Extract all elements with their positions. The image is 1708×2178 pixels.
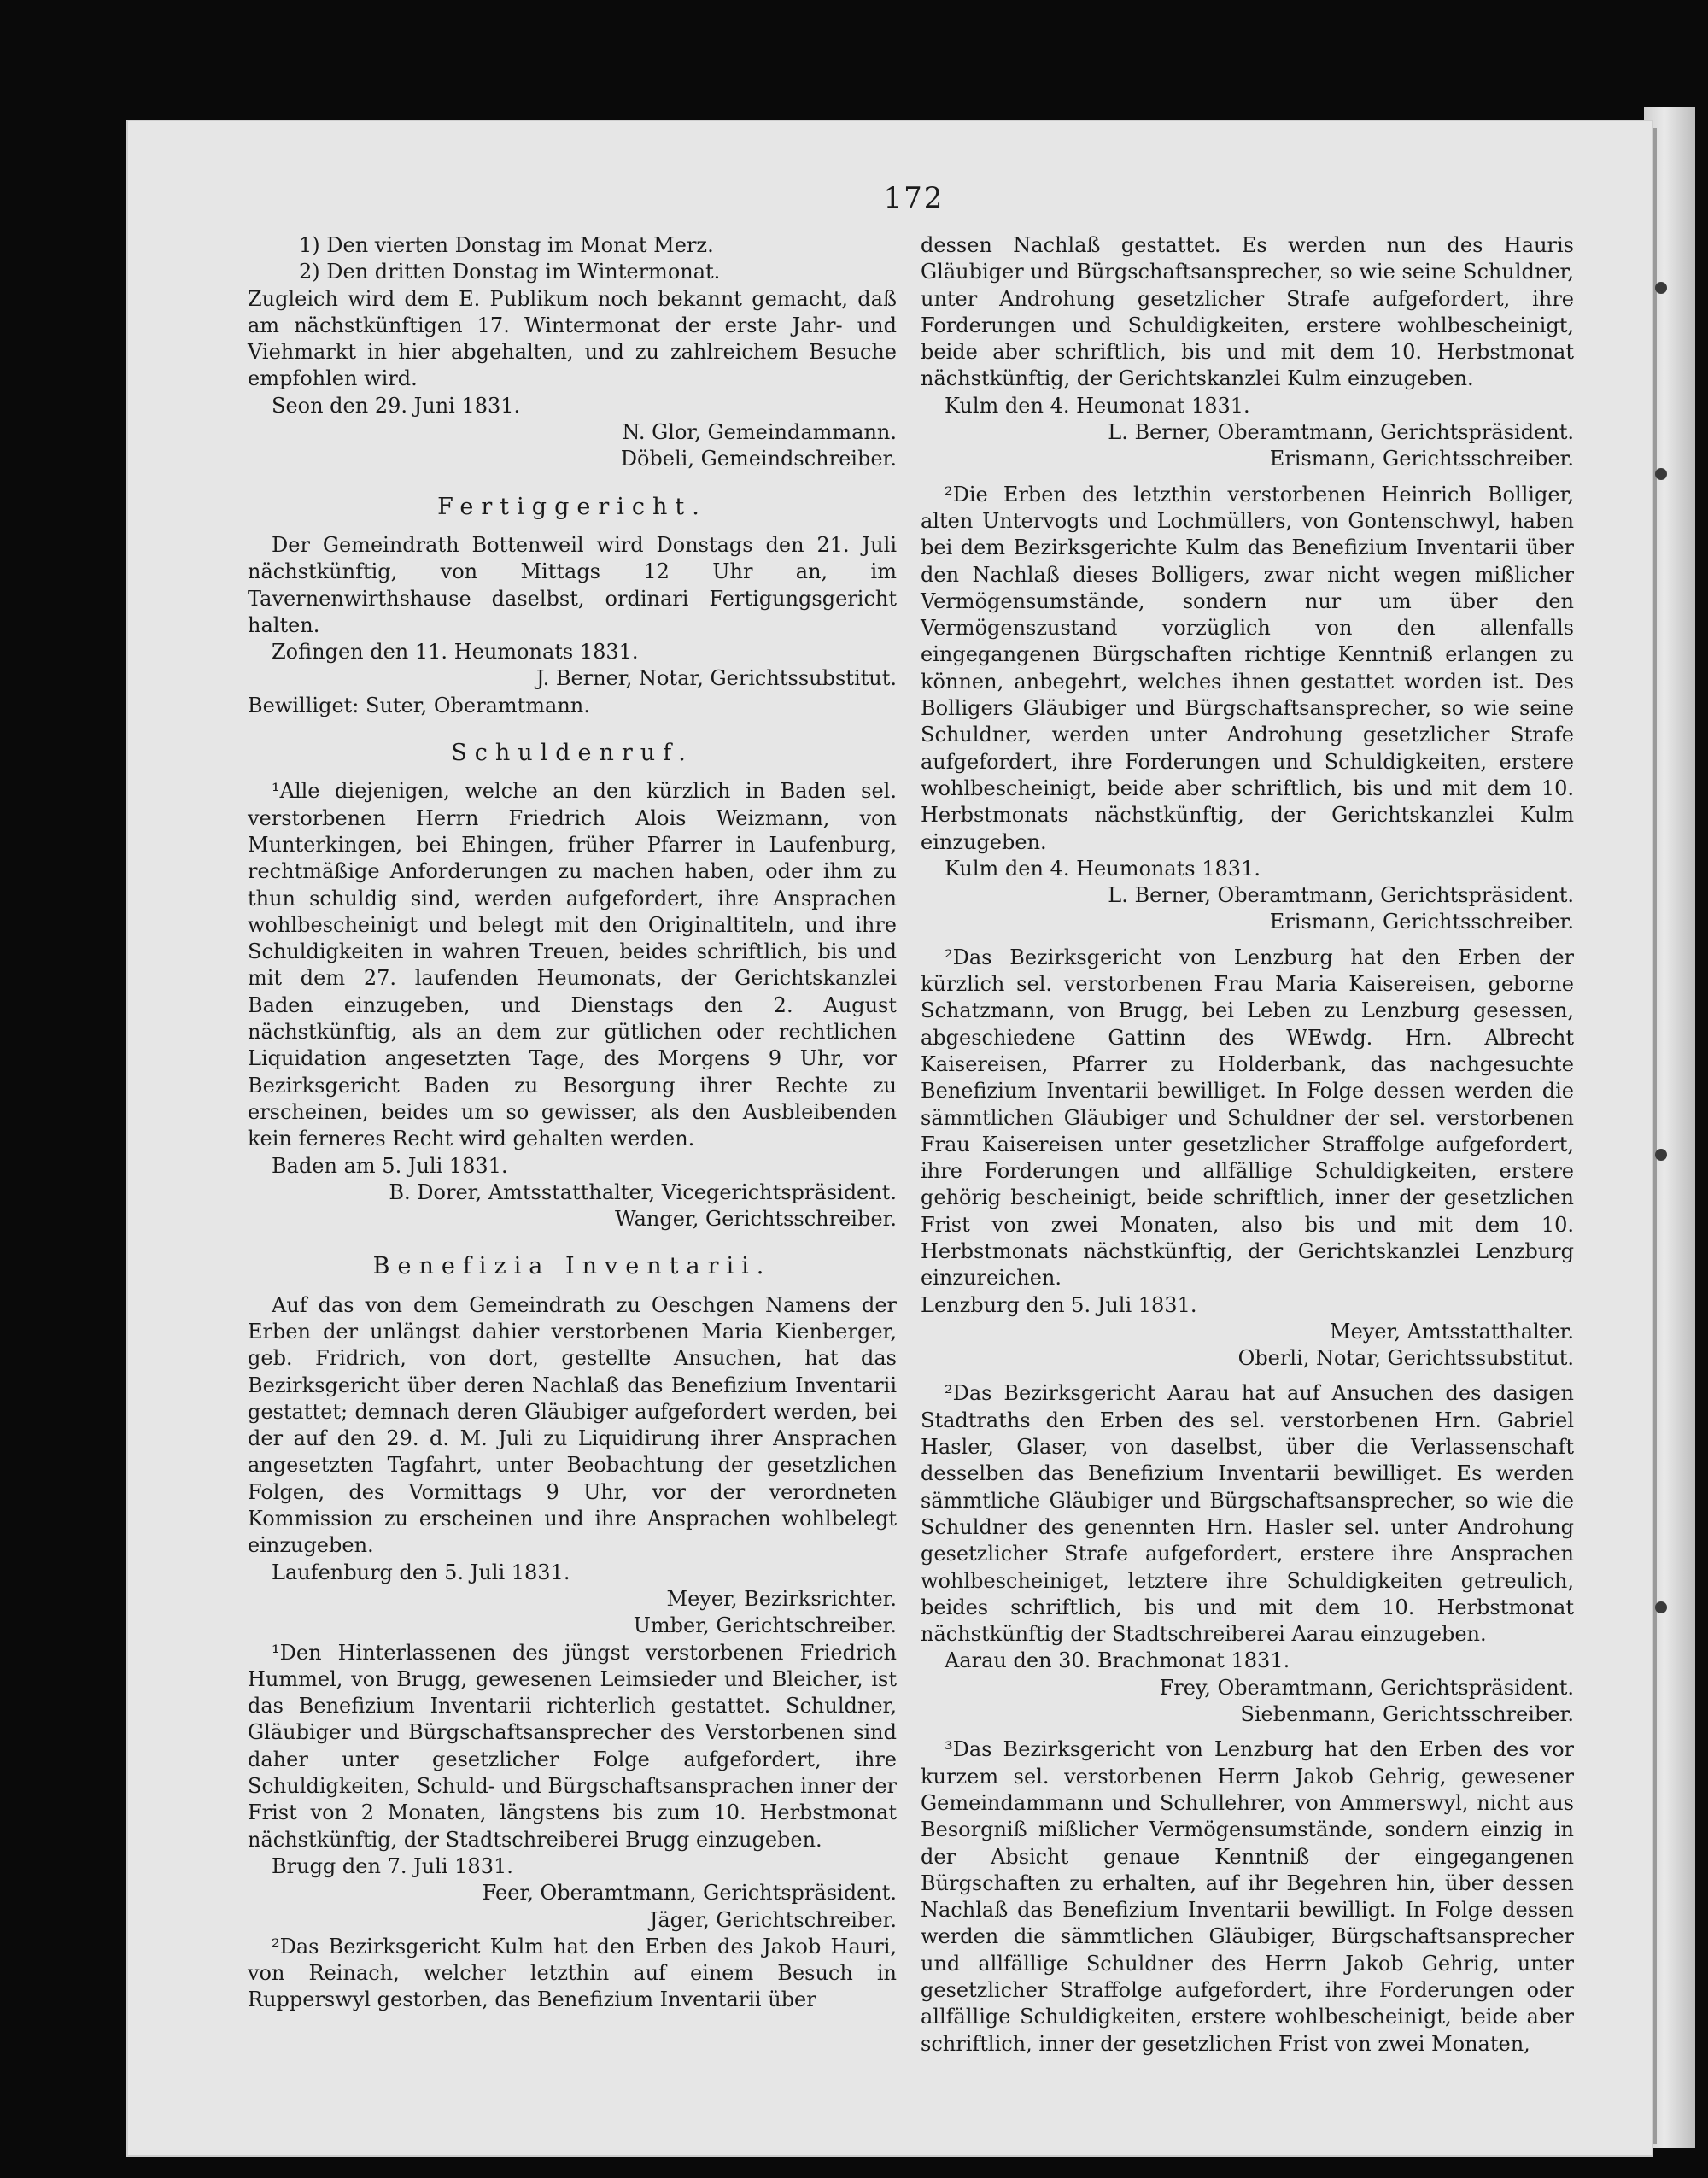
- schuldenruf-date: Baden am 5. Juli 1831.: [272, 1153, 508, 1178]
- market-signature-1: N. Glor, Gemeindammann.: [622, 420, 897, 445]
- kaisereisen-date: Lenzburg den 5. Juli 1831.: [921, 1292, 1197, 1317]
- kaisereisen-signature-2: Oberli, Notar, Gerichtssubstitut.: [1237, 1346, 1574, 1371]
- binding-hole: [1655, 1601, 1667, 1613]
- bolliger-signature-1: L. Berner, Oberamtmann, Gerichtspräsident.: [1108, 883, 1574, 908]
- kaisereisen-signature-1: Meyer, Amtsstatthalter.: [1330, 1319, 1574, 1344]
- bolliger-signature-2: Erismann, Gerichtsschreiber.: [1269, 910, 1574, 934]
- schuldenruf-signature-2: Wanger, Gerichtsschreiber.: [615, 1207, 897, 1232]
- section-heading-fertiggericht: Fertiggericht.: [437, 493, 707, 520]
- hauri-signature-1: L. Berner, Oberamtmann, Gerichtspräsident.: [1108, 420, 1574, 445]
- binding-hole: [1655, 468, 1667, 480]
- hauri-signature-2: Erismann, Gerichtsschreiber.: [1269, 447, 1574, 471]
- bolliger-notice: ²Die Erben des letzthin verstorbenen Heinrich Bolliger, alten Untervogts und Lochmüllers, von Gontenschwyl, haben bei dem Bezirksgerichte Kulm das Benefizium Inventarii über den Nachlaß dieses Bolligers, zwar nicht wegen mißlicher Vermögensumstände, sondern nur um über den Vermögenszustand vorzüglich von den allenfalls eingegangenen Bürgschaften richtige Kenntniß erlangen zu können, anbegehrt, welches ihnen gestattet worden ist. Des Bolligers Gläubiger und Bürgschaftsansprecher, so wie seine Schuldner, werden unter Androhung gesetzlicher Strafe aufgefordert, ihre Forderungen und Schuldigkeiten, erstere wohlbescheinigt, beide aber schriftlich, bis und mit dem 10. Herbstmonats nächstkünftig, der Gerichtskanzlei Kulm einzugeben.: [921, 482, 1574, 854]
- kienberger-signature-1: Meyer, Bezirksrichter.: [666, 1586, 897, 1611]
- kaisereisen-notice: ²Das Bezirksgericht von Lenzburg hat den Erben der kürzlich sel. verstorbenen Frau Maria Kaisereisen, geborne Schatzmann, von Brugg, bei Leben zu Lenzburg gesessen, abgeschiedene Gattinn des WEwdg. Hrn. Albrecht Kaisereisen, Pfarrer zu Holderbank, das nachgesuchte Benefizium Inventarii bewilliget. In Folge dessen werden die sämmtlichen Gläubiger und Schuldner der sel. verstorbenen Frau Kaisereisen unter gesetzlicher Straffolge aufgefordert, ihre Forderungen und allfällige Schuldigkeiten, erstere gehörig bescheinigt, beide schriftlich, inner der gesetzlichen Frist von zwei Monaten, also bis und mit dem 10. Herbstmonats nächstkünftig, der Gerichtskanzlei Lenzburg einzureichen.: [921, 945, 1574, 1291]
- binding-hole: [1655, 282, 1667, 294]
- fertiggericht-signature: J. Berner, Notar, Gerichtssubstitut.: [535, 666, 897, 691]
- binding-hole: [1655, 1149, 1667, 1161]
- hummel-signature-2: Jäger, Gerichtschreiber.: [649, 1907, 897, 1932]
- fertiggericht-approval: Bewilliget: Suter, Oberamtmann.: [248, 693, 590, 717]
- market-body: Zugleich wird dem E. Publikum noch bekannt gemacht, daß am nächstkünftigen 17. Wintermonat der erste Jahr- und Viehmarkt in hier abgehalten, und zu zahlreichem Besuche empfohlen wird.: [248, 286, 897, 391]
- left-column: [248, 232, 897, 2014]
- kienberger-date: Laufenburg den 5. Juli 1831.: [272, 1560, 570, 1584]
- fertiggericht-body: Der Gemeindrath Bottenweil wird Donstags den 21. Juli nächstkünftig, von Mittags 12 Uhr an, im Tavernenwirthshause daselbst, ordinari Fertigungsgericht halten.: [248, 532, 897, 637]
- kienberger-signature-2: Umber, Gerichtschreiber.: [633, 1613, 897, 1638]
- gehrig-notice: ³Das Bezirksgericht von Lenzburg hat den Erben des vor kurzem sel. verstorbenen Herrn Jakob Gehrig, gewesener Gemeindammann und Schullehrer, von Ammerswyl, nicht aus Besorgniß mißlicher Vermögensumstände, sondern einzig in der Absicht genaue Kenntniß der eingegangenen Bürgschaften zu erhalten, auf ihr Begehren hin, über dessen Nachlaß das Benefizium Inventarii bewilligt. In Folge dessen werden die sämmtlichen Gläubiger, Bürgschaftsansprecher und allfällige Schuldner des Herrn Jakob Gehrig, unter gesetzlicher Straffolge aufgefordert, ihre Forderungen oder allfällige Schuldigkeiten, erstere wohlbescheinigt, beide aber schriftlich, inner der gesetzlichen Frist von zwei Monaten,: [921, 1737, 1574, 2056]
- market-item-1: 1) Den vierten Donstag im Monat Merz.: [299, 233, 714, 257]
- section-heading-benefizia: Benefizia Inventarii.: [372, 1253, 772, 1280]
- hauri-date: Kulm den 4. Heumonat 1831.: [945, 393, 1250, 418]
- right-column: [921, 232, 1574, 2058]
- hasler-signature-2: Siebenmann, Gerichtsschreiber.: [1240, 1702, 1574, 1727]
- schuldenruf-body: ¹Alle diejenigen, welche an den kürzlich in Baden sel. verstorbenen Herrn Friedrich Alois Weizmann, von Munterkingen, bei Ehingen, früher Pfarrer in Laufenburg, rechtmäßige Anforderungen zu machen haben, oder ihm zu thun schuldig sind, werden aufgefordert, ihre Ansprachen wohlbescheinigt und belegt mit den Originaltiteln, und ihre Schuldigkeiten in wahren Treuen, beides schriftlich, bis und mit dem 27. laufenden Heumonats, der Gerichtskanzlei Baden einzugeben, und Dienstags den 2. August nächstkünftig, als an dem zur gütlichen oder rechtlichen Liquidation angesetzten Tage, des Morgens 9 Uhr, vor Bezirksgericht Baden zu Besorgung ihrer Rechte zu erscheinen, beides um so gewisser, als den Ausbleibenden kein ferneres Recht wird gehalten werden.: [248, 779, 897, 1151]
- hummel-signature-1: Feer, Oberamtmann, Gerichtspräsident.: [482, 1881, 897, 1906]
- schuldenruf-signature-1: B. Dorer, Amtsstatthalter, Vicegerichtspräsident.: [389, 1180, 897, 1204]
- hasler-notice: ²Das Bezirksgericht Aarau hat auf Ansuchen des dasigen Stadtraths den Erben des sel. verstorbenen Hrn. Gabriel Hasler, Glaser, von daselbst, über die Verlassenschaft desselben das Benefizium Inventarii bewilliget. Es werden sämmtliche Gläubiger und Bürgschaftsansprecher, so wie die Schuldner des genennten Hrn. Hasler sel. unter Androhung gesetzlicher Strafe aufgefordert, erstere ihre Ansprachen wohlbescheiniget, letztere ihre Schuldigkeiten getreulich, beides schriftlich, bis und mit dem 10. Herbstmonat nächstkünftig der Stadtschreiberei Aarau einzugeben.: [921, 1381, 1574, 1647]
- hummel-date: Brugg den 7. Juli 1831.: [272, 1853, 513, 1878]
- market-item-2: 2) Den dritten Donstag im Wintermonat.: [299, 260, 721, 284]
- section-heading-schuldenruf: Schuldenruf.: [451, 740, 693, 767]
- hummel-notice: ¹Den Hinterlassenen des jüngst verstorbenen Friedrich Hummel, von Brugg, gewesenen Leimsieder und Bleicher, ist das Benefizium Inventarii richterlich gestattet. Schuldner, Gläubiger und Bürgschaftsansprecher des Verstorbenen sind daher unter gesetzlicher Folge aufgefordert, ihre Schuldigkeiten, Schuld- und Bürgschaftsansprachen inner der Frist von 2 Monaten, längstens bis zum 10. Herbstmonat nächstkünftig, der Stadtschreiberei Brugg einzugeben.: [248, 1640, 897, 1852]
- hasler-date: Aarau den 30. Brachmonat 1831.: [945, 1648, 1290, 1673]
- hauri-notice-continued: dessen Nachlaß gestattet. Es werden nun des Hauris Gläubiger und Bürgschaftsansprecher, so wie seine Schuldner, unter Androhung gesetzlicher Strafe aufgefordert, ihre Forderungen und Schuldigkeiten, erstere wohlbescheinigt, beide aber schriftlich, bis und mit dem 10. Herbstmonat nächstkünftig, der Gerichtskanzlei Kulm einzugeben.: [921, 233, 1574, 391]
- page-number: 172: [883, 181, 945, 215]
- fertiggericht-date: Zofingen den 11. Heumonats 1831.: [272, 640, 639, 665]
- market-date: Seon den 29. Juni 1831.: [272, 393, 521, 418]
- hasler-signature-1: Frey, Oberamtmann, Gerichtspräsident.: [1159, 1675, 1574, 1700]
- hauri-notice-start: ²Das Bezirksgericht Kulm hat den Erben des Jakob Hauri, von Reinach, welcher letzthin auf einem Besuch in Rupperswyl gestorben, das Benefizium Inventarii über: [248, 1934, 897, 2012]
- bolliger-date: Kulm den 4. Heumonats 1831.: [945, 856, 1261, 881]
- market-signature-2: Döbeli, Gemeindschreiber.: [620, 447, 897, 471]
- kienberger-notice: Auf das von dem Gemeindrath zu Oeschgen Namens der Erben der unlängst dahier verstorbenen Maria Kienberger, geb. Fridrich, von dort, gestellte Ansuchen, hat das Bezirksgericht über deren Nachlaß das Benefizium Inventarii gestattet; demnach deren Gläubiger aufgefordert werden, bei der auf den 29. d. M. Juli zu Liquidirung ihrer Ansprachen angesetzten Tagfahrt, unter Beobachtung der gesetzlichen Folgen, des Vormittags 9 Uhr, vor der verordneten Kommission zu erscheinen und ihre Ansprachen wohlbelegt einzugeben.: [248, 1292, 897, 1558]
